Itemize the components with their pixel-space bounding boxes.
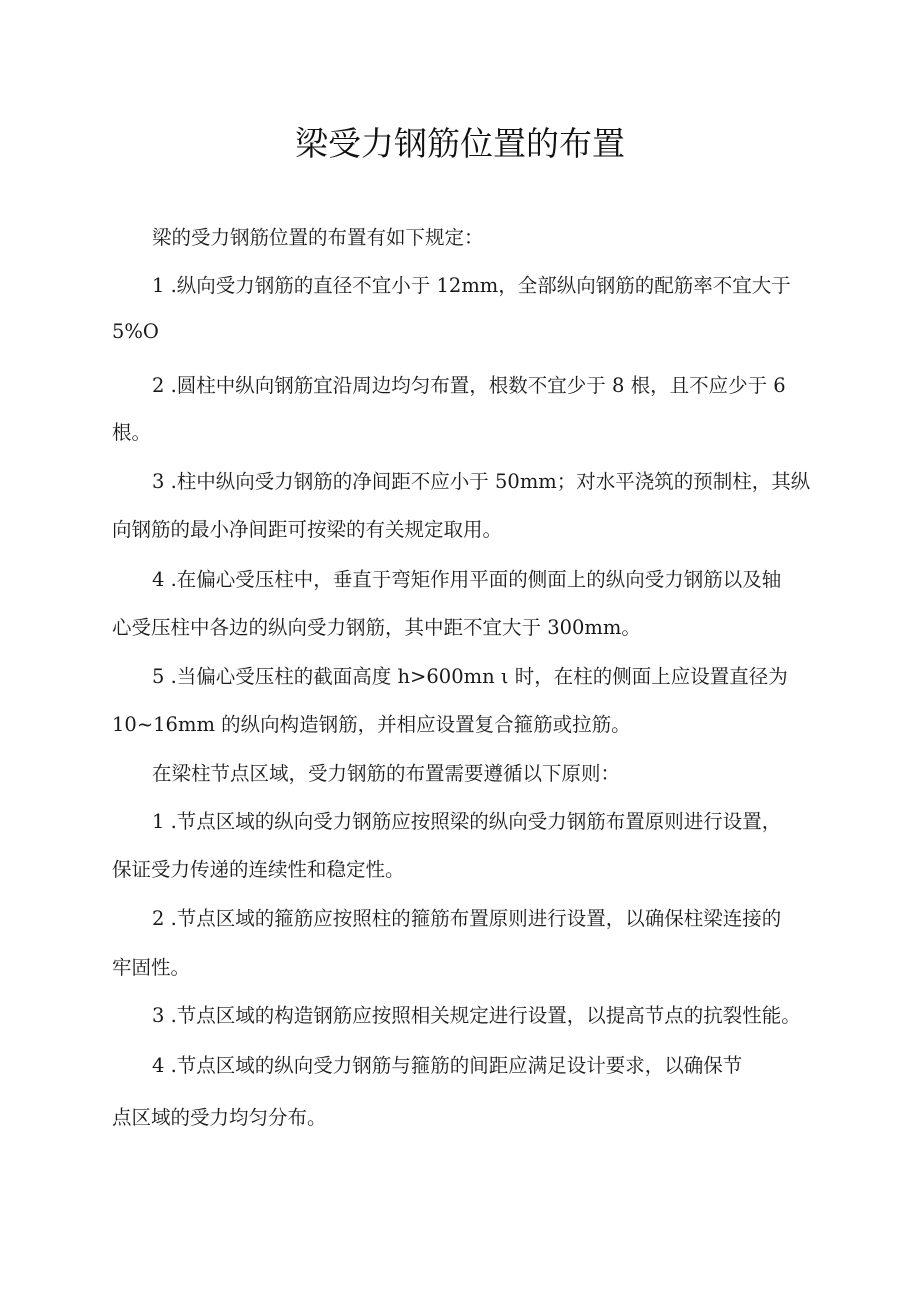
rule-3-line-2: 向钢筋的最小净间距可按梁的有关规定取用。 xyxy=(112,518,503,541)
rule-4-line-2: 心受压柱中各边的纵向受力钢筋，其中距不宜大于 300mm。 xyxy=(112,616,641,639)
joint-rule-1-line-1: 1 .节点区域的纵向受力钢筋应按照梁的纵向受力钢筋布置原则进行设置， xyxy=(152,810,782,833)
paragraph-intro-joint: 在梁柱节点区域，受力钢筋的布置需要遵循以下原则： xyxy=(152,762,621,785)
paragraph-intro-beam: 梁的受力钢筋位置的布置有如下规定： xyxy=(152,226,484,249)
joint-rule-3-line-1: 3 .节点区域的构造钢筋应按照相关规定进行设置，以提高节点的抗裂性能。 xyxy=(152,1004,801,1027)
rule-1-line-1: 1 .纵向受力钢筋的直径不宜小于 12mm，全部纵向钢筋的配筋率不宜大于 xyxy=(152,274,791,297)
rule-5-line-1: 5 .当偏心受压柱的截面高度 h>600mn ι 时，在柱的侧面上应设置直径为 xyxy=(152,665,788,688)
rule-3-line-1: 3 .柱中纵向受力钢筋的净间距不应小于 50mm；对水平浇筑的预制柱，其纵 xyxy=(152,470,811,493)
joint-rule-4-line-1: 4 .节点区域的纵向受力钢筋与箍筋的间距应满足设计要求，以确保节 xyxy=(152,1054,743,1077)
joint-rule-2-line-2: 牢固性。 xyxy=(112,956,191,979)
rule-4-line-1: 4 .在偏心受压柱中，垂直于弯矩作用平面的侧面上的纵向受力钢筋以及轴 xyxy=(152,568,782,591)
rule-2-line-1: 2 .圆柱中纵向钢筋宜沿周边均匀布置，根数不宜少于 8 根，且不应少于 6 xyxy=(152,374,786,397)
rule-2-line-2: 根。 xyxy=(112,421,152,444)
rule-1-line-2: 5%O xyxy=(112,320,159,343)
document-title: 梁受力钢筋位置的布置 xyxy=(295,124,625,163)
joint-rule-2-line-1: 2 .节点区域的箍筋应按照柱的箍筋布置原则进行设置，以确保柱梁连接的 xyxy=(152,907,782,930)
joint-rule-1-line-2: 保证受力传递的连续性和稳定性。 xyxy=(112,858,405,881)
joint-rule-4-line-2: 点区域的受力均匀分布。 xyxy=(112,1106,327,1129)
rule-5-line-2: 10~16mm 的纵向构造钢筋，并相应设置复合箍筋或拉筋。 xyxy=(112,713,631,736)
